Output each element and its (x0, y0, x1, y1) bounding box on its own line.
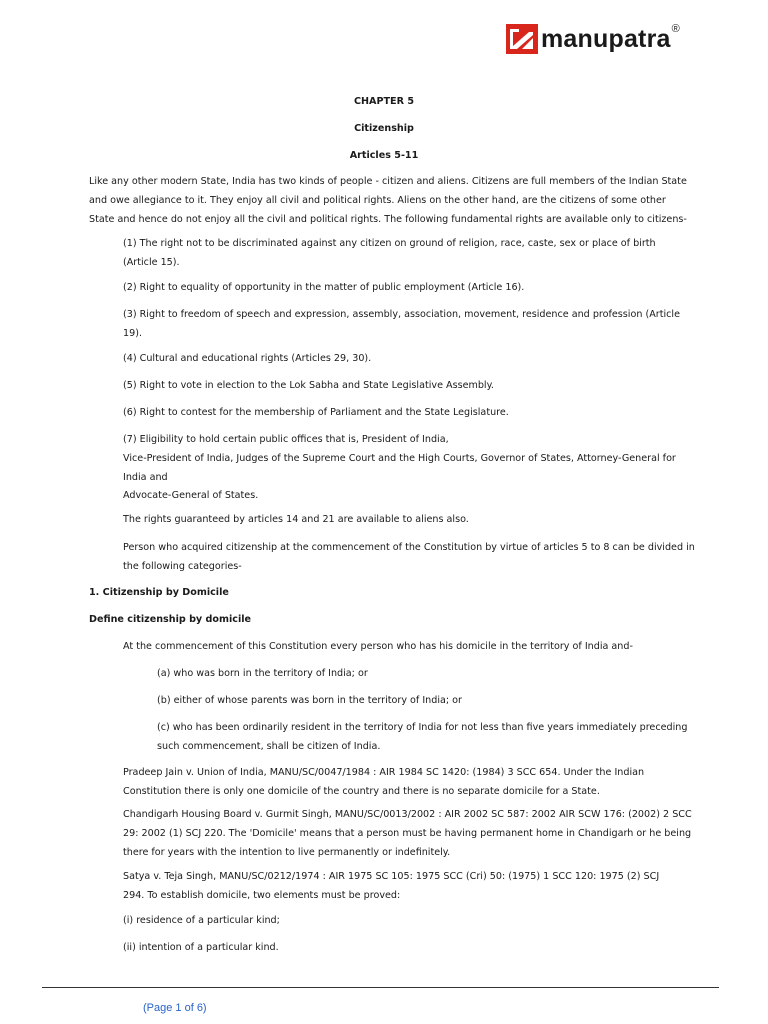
clause-line: such commencement, shall be citizen of India. (157, 740, 381, 752)
footer-divider (42, 987, 719, 988)
right-line: 19). (123, 327, 143, 339)
section-heading (89, 584, 716, 603)
element-intention (123, 939, 716, 958)
manupatra-logo-icon (506, 24, 538, 54)
registered-mark: ® (671, 23, 680, 35)
element-line: (ii) intention of a particular kind. (123, 942, 279, 953)
manupatra-logo (506, 22, 680, 56)
clause-line: (c) who has been ordinarily resident in the territory of India for not less than five years immediately preceding (157, 722, 688, 733)
case-pradeep-jain (123, 764, 716, 802)
section-heading-text: 1. Citizenship by Domicile (89, 587, 229, 598)
clause-line: (a) who was born in the territory of India; or (157, 668, 368, 679)
brand-name: manupatra (541, 24, 671, 53)
domicile-intro (123, 638, 716, 657)
articles-heading: Articles 5-11 (349, 150, 419, 161)
case-line: Pradeep Jain v. Union of India, MANU/SC/0047/1984 : AIR 1984 SC 1420: (1984) 3 SCC 654. Under the Indian (123, 767, 645, 778)
right-line: (1) The right not to be discriminated against any citizen on ground of religion, race, caste, sex or place of birth (123, 238, 656, 249)
right-line: India and (123, 471, 168, 483)
intro-line: State and hence do not enjoy all the civil and political rights. The following fundamental rights are available only to citizens- (89, 213, 687, 225)
chapter-heading: CHAPTER 5 (353, 96, 415, 107)
clause-b (157, 692, 716, 711)
intro-paragraph (89, 173, 716, 229)
right-line: (7) Eligibility to hold certain public offices that is, President of India, (123, 434, 449, 445)
case-line: Chandigarh Housing Board v. Gurmit Singh, MANU/SC/0013/2002 : AIR 2002 SC 587: 2002 AIR SCW 176: (2002) 2 SCC (123, 809, 692, 820)
sub-heading (89, 611, 716, 630)
categories-intro (123, 539, 716, 577)
right-line: (4) Cultural and educational rights (Articles 29, 30). (123, 353, 372, 364)
categories-line: Person who acquired citizenship at the commencement of the Constitution by virtue of articles 5 to 8 can be divided in (123, 542, 695, 553)
title-heading: Citizenship (354, 123, 414, 134)
aliens-note (123, 511, 716, 530)
intro-line: and owe allegiance to it. They enjoy all civil and political rights. Aliens on the other hand, are the citizens of some other (89, 194, 666, 206)
right-line: (6) Right to contest for the membership of Parliament and the State Legislature. (123, 407, 509, 418)
case-line: Constitution there is only one domicile of the country and there is no separate domicile for a State. (123, 785, 600, 797)
page-number: (Page 1 of 6) (143, 1002, 207, 1014)
case-line: Satya v. Teja Singh, MANU/SC/0212/1974 : AIR 1975 SC 105: 1975 SCC (Cri) 50: (1975) 1 SCC 120: 1975 (2) SCJ (123, 871, 660, 882)
right-line: (5) Right to vote in election to the Lok Sabha and State Legislative Assembly. (123, 380, 494, 391)
categories-line: the following categories- (123, 560, 242, 572)
case-line: there for years with the intention to live permanently or indefinitely. (123, 846, 451, 858)
right-item-2 (123, 279, 716, 298)
right-line: (Article 15). (123, 256, 180, 268)
domicile-intro-line: At the commencement of this Constitution every person who has his domicile in the territory of India and- (123, 641, 633, 652)
case-line: 294. To establish domicile, two elements must be proved: (123, 889, 401, 901)
right-line: Advocate-General of States. (123, 490, 259, 502)
clause-line: (b) either of whose parents was born in the territory of India; or (157, 695, 462, 706)
element-residence (123, 912, 716, 931)
right-item-6 (123, 404, 716, 423)
intro-line: Like any other modern State, India has two kinds of people - citizen and aliens. Citizens are full members of the Indian State (89, 176, 687, 187)
case-line: 29: 2002 (1) SCJ 220. The 'Domicile' means that a person must be having permanent home in Chandigarh or he being (123, 827, 692, 839)
right-item-3 (123, 306, 716, 344)
case-satya-teja-singh (123, 868, 716, 906)
right-item-1 (123, 235, 716, 273)
right-item-5 (123, 377, 716, 396)
right-item-4 (123, 350, 716, 369)
right-line: Vice-President of India, Judges of the Supreme Court and the High Courts, Governor of States, Attorney-General for (123, 452, 676, 464)
case-chandigarh-housing-board (123, 806, 716, 862)
right-line: (3) Right to freedom of speech and expression, assembly, association, movement, residence and profession (Article (123, 309, 680, 320)
clause-c (157, 719, 716, 757)
sub-heading-text: Define citizenship by domicile (89, 614, 252, 625)
right-item-7 (123, 431, 716, 506)
right-line: (2) Right to equality of opportunity in the matter of public employment (Article 16). (123, 282, 525, 293)
aliens-note-line: The rights guaranteed by articles 14 and 21 are available to aliens also. (123, 514, 469, 525)
clause-a (157, 665, 716, 684)
element-line: (i) residence of a particular kind; (123, 915, 280, 926)
